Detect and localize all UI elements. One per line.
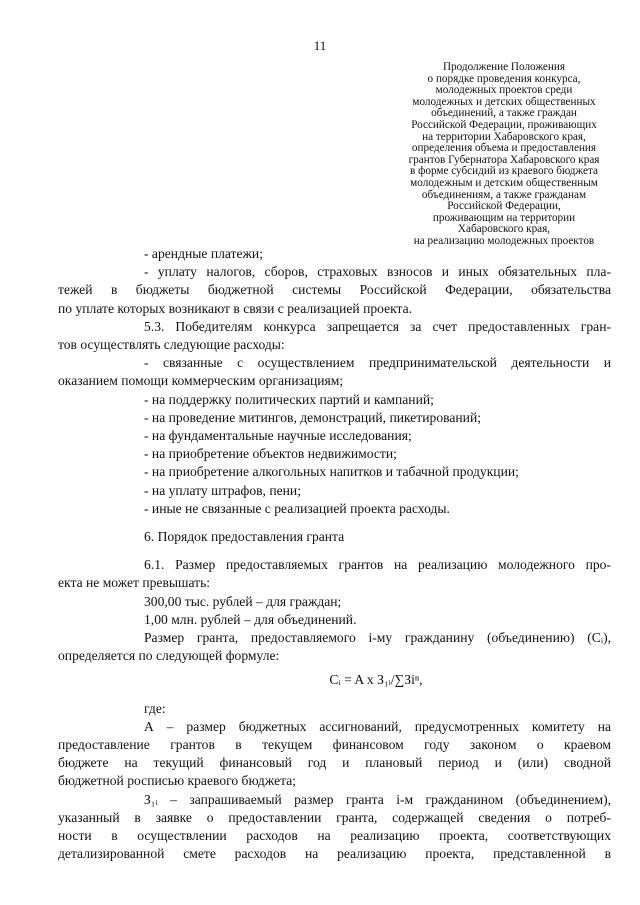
body-line: - на приобретение объектов недвижимости; — [144, 446, 397, 462]
body-line: определяется по следующей формуле: — [58, 648, 280, 664]
body-line: указанный в заявке о предоставлении гранта, содержащей сведения о потреб- — [58, 809, 611, 825]
body-line: предоставление грантов в текущем финансовом году законом о краевом — [58, 737, 611, 753]
body-line: тежей в бюджеты бюджетной системы Российской Федерации, обязательства — [58, 282, 611, 298]
section-heading: 6. Порядок предоставления гранта — [144, 529, 345, 545]
body-line: - на поддержку политических партий и кампаний; — [144, 391, 434, 407]
header-line: о порядке проведения конкурса, — [427, 72, 581, 85]
body-line: тов осуществлять следующие расходы: — [58, 337, 285, 353]
header-line: молодежных и детских общественных — [412, 95, 596, 108]
body-line: - на приобретение алкогольных напитков и табачной продукции; — [144, 464, 519, 480]
header-line: Российской Федерации, — [447, 200, 561, 213]
header-line: проживающим на территории — [432, 211, 576, 224]
header-line: Хабаровского края, — [457, 223, 551, 236]
header-line: в форме субсидий из краевого бюджета — [410, 165, 598, 178]
body-line: бюджете на текущий финансовый год и плановый период и (или) сводной — [58, 755, 611, 771]
formula-text: Cᵢ = A x З₁ᵢ/∑Зiⁿ, — [329, 672, 423, 688]
page-number: 11 — [313, 38, 327, 53]
body-line: по уплате которых возникают в связи с реализацией проекта. — [58, 300, 413, 316]
body-line: оказанием помощи коммерческим организациям; — [58, 373, 344, 389]
body-line: - арендные платежи; — [144, 246, 263, 261]
body-line: где: — [144, 700, 166, 716]
header-line: молодежным и детским общественным — [410, 176, 598, 189]
body-line: - на уплату штрафов, пени; — [144, 482, 301, 498]
document-body — [58, 245, 611, 864]
body-line: - иные не связанные с реализацией проекта расходы. — [144, 500, 450, 516]
header-line: Продолжение Положения — [442, 61, 566, 73]
body-line: екта не может превышать: — [58, 575, 211, 591]
body-line: - уплату налогов, сборов, страховых взносов и иных обязательных пла- — [144, 264, 611, 280]
body-line: З₁ᵢ – запрашиваемый размер гранта i-м гражданином (объединением), — [144, 791, 611, 807]
header-line: объединениям, а также гражданам — [421, 188, 587, 201]
grant-formula — [101, 671, 611, 689]
body-line: Размер гранта, предоставляемого i-му гражданину (объединению) (Cᵢ), — [144, 630, 611, 646]
body-line: детализированной смете расходов на реализацию проекта, представленной в — [58, 846, 611, 862]
body-line: - на проведение митингов, демонстраций, пикетирований; — [144, 409, 481, 425]
header-line: грантов Губернатора Хабаровского края — [408, 153, 600, 166]
body-line: - связанные с осуществлением предпринимательской деятельности и — [144, 355, 611, 371]
header-line: на территории Хабаровского края, — [422, 130, 586, 143]
header-line: объединений, а также граждан — [431, 107, 577, 120]
header-line: Российской Федерации, проживающих — [411, 118, 597, 131]
body-line: 6.1. Размер предоставляемых грантов на реализацию молодежного про- — [144, 557, 611, 573]
body-line: 1,00 млн. рублей – для объединений. — [144, 611, 357, 627]
header-line: молодежных проектов среди — [435, 84, 573, 97]
body-line: ности в осуществлении расходов на реализацию проекта, соответствующих — [58, 828, 611, 844]
header-line: определения объема и предоставления — [411, 142, 597, 155]
body-line: - на фундаментальные научные исследования; — [144, 428, 412, 444]
body-line: 5.3. Победителям конкурса запрещается за счет предоставленных гран- — [144, 318, 611, 334]
body-line: 300,00 тыс. рублей – для граждан; — [144, 593, 342, 609]
body-line: бюджетной росписью краевого бюджета; — [58, 773, 297, 789]
header-line: на реализацию молодежных проектов — [413, 234, 595, 247]
document-header — [390, 62, 618, 248]
body-line: А – размер бюджетных ассигнований, предусмотренных комитету на — [144, 718, 611, 734]
